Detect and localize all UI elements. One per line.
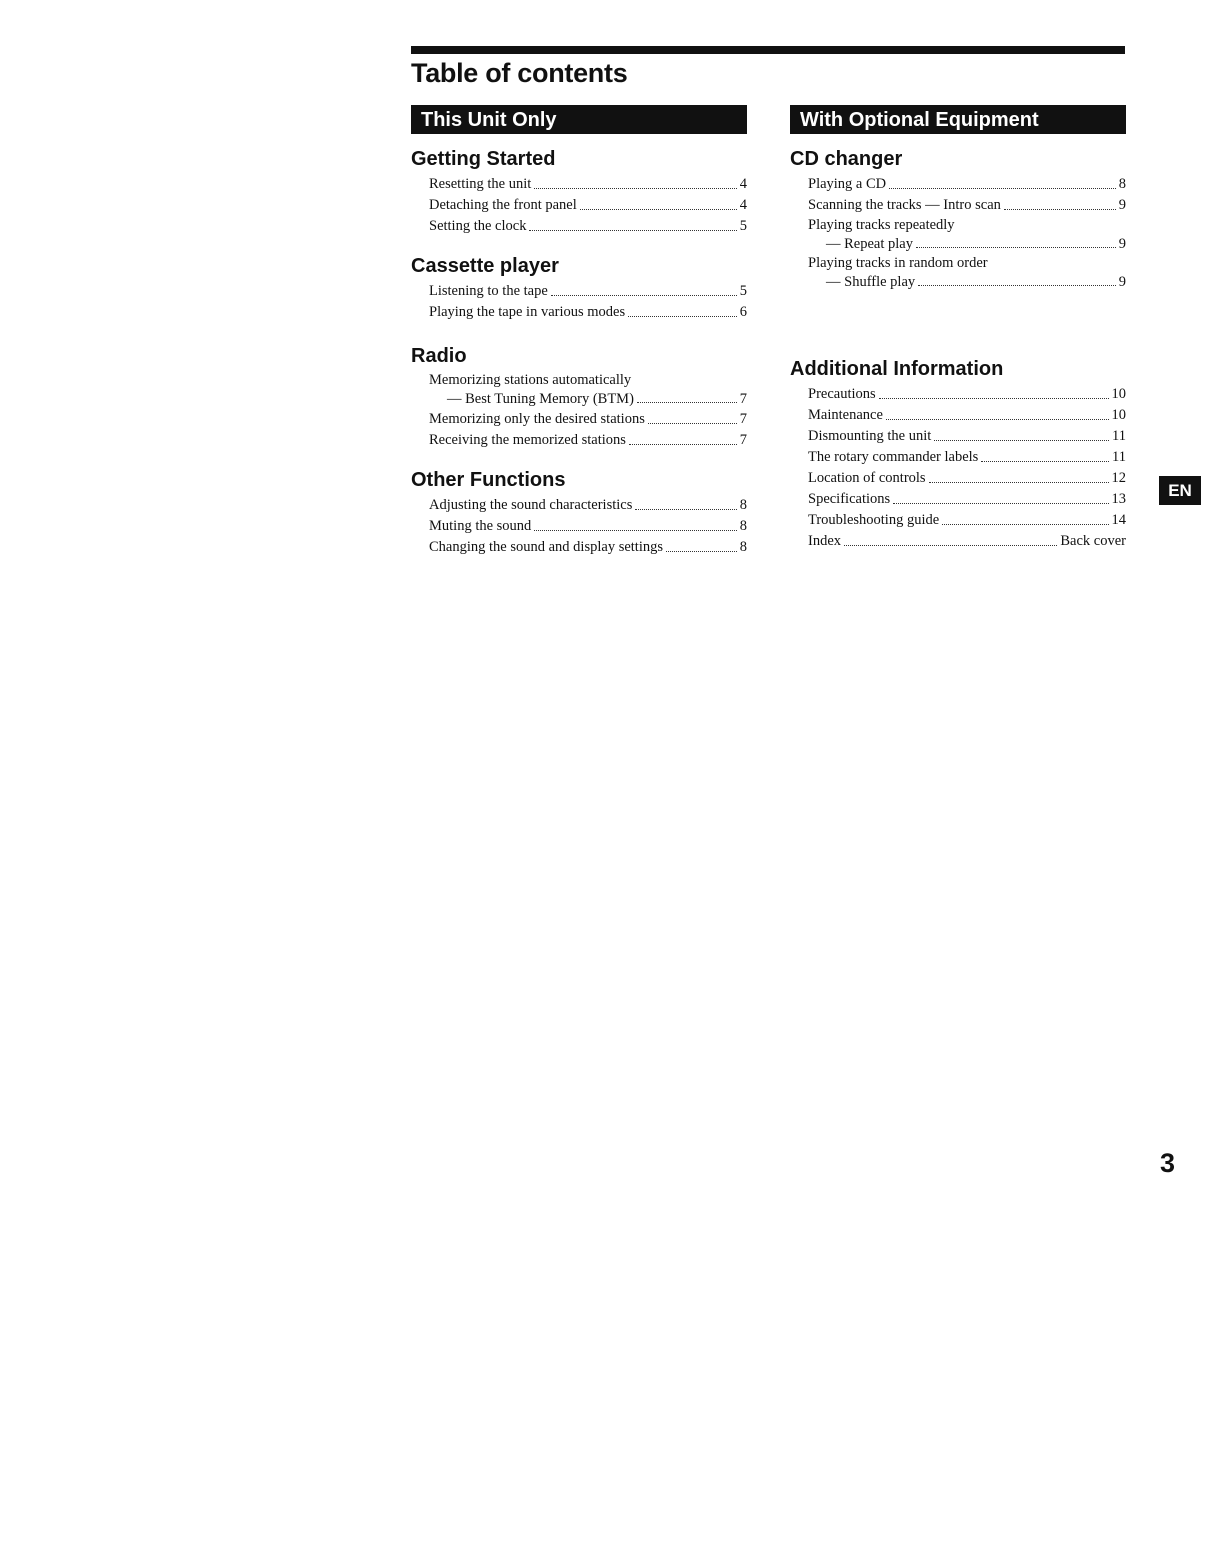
entry-label: Precautions	[808, 386, 876, 402]
leader-dots	[893, 503, 1108, 504]
entry-page: 11	[1112, 428, 1126, 444]
entry-page: 6	[739, 304, 747, 320]
entry-page: 9	[1118, 274, 1126, 290]
leader-dots	[648, 423, 737, 424]
entry-page: 14	[1111, 512, 1126, 528]
toc-entry[interactable]	[790, 489, 1126, 510]
leader-dots	[929, 482, 1109, 483]
entry-page: 7	[739, 432, 747, 448]
section-cd-changer	[790, 144, 1126, 292]
entry-label: Troubleshooting guide	[808, 512, 940, 528]
toc-entry[interactable]	[790, 174, 1126, 195]
toc-entry[interactable]	[411, 409, 747, 430]
section-radio	[411, 341, 747, 451]
entry-page: 7	[739, 391, 747, 407]
leader-dots	[534, 188, 736, 189]
entry-page: 9	[1118, 236, 1126, 252]
leader-dots	[886, 419, 1109, 420]
entry-label: Memorizing only the desired stations	[429, 411, 645, 427]
entry-page: 9	[1118, 197, 1126, 213]
entry-page: 10	[1111, 407, 1126, 423]
entry-page: 8	[739, 497, 747, 513]
entry-page: 8	[739, 539, 747, 555]
entry-label: Maintenance	[808, 407, 883, 423]
entry-page: Back cover	[1060, 533, 1126, 549]
toc-entry[interactable]	[411, 281, 747, 302]
entry-label: Setting the clock	[429, 218, 527, 234]
section-heading: Additional Information	[790, 358, 1004, 380]
header-rule	[411, 46, 1125, 54]
section-heading: Other Functions	[411, 469, 566, 491]
toc-entry[interactable]	[790, 426, 1126, 447]
entry-page: 4	[739, 176, 747, 192]
entry-page: 8	[1118, 176, 1126, 192]
leader-dots	[889, 188, 1116, 189]
toc-entry[interactable]	[790, 510, 1126, 531]
entry-label: Location of controls	[808, 470, 926, 486]
leader-dots	[918, 285, 1116, 286]
entry-label: Resetting the unit	[429, 176, 532, 192]
leader-dots	[916, 247, 1116, 248]
leader-dots	[637, 402, 737, 403]
toc-entry[interactable]	[411, 537, 747, 558]
toc-entry[interactable]	[790, 235, 1126, 254]
toc-entry[interactable]	[411, 390, 747, 409]
toc-entry[interactable]	[790, 447, 1126, 468]
entry-label: Dismounting the unit	[808, 428, 932, 444]
entry-page: 7	[739, 411, 747, 427]
leader-dots	[628, 316, 737, 317]
leader-dots	[529, 230, 736, 231]
toc-entry[interactable]	[411, 174, 747, 195]
entry-label: Listening to the tape	[429, 283, 548, 299]
entry-label: Receiving the memorized stations	[429, 432, 626, 448]
entry-label: Adjusting the sound characteristics	[429, 497, 633, 513]
entry-label: The rotary commander labels	[808, 449, 979, 465]
section-getting-started	[411, 144, 747, 237]
entry-label: Playing the tape in various modes	[429, 304, 626, 320]
entry-sub-label: Memorizing stations automatically	[429, 372, 632, 388]
entry-page: 5	[739, 218, 747, 234]
toc-entry[interactable]	[790, 273, 1126, 292]
leader-dots	[879, 398, 1109, 399]
language-badge: EN	[1159, 476, 1201, 505]
toc-entry[interactable]	[411, 216, 747, 237]
entry-label: Muting the sound	[429, 518, 532, 534]
entry-label: Scanning the tracks — Intro scan	[808, 197, 1001, 213]
entry-label: Changing the sound and display settings	[429, 539, 663, 555]
section-heading: Radio	[411, 345, 467, 367]
leader-dots	[844, 545, 1057, 546]
toc-entry[interactable]	[411, 302, 747, 323]
entry-sub-label: Playing tracks in random order	[808, 255, 988, 271]
leader-dots	[580, 209, 737, 210]
left-banner: This Unit Only	[411, 105, 747, 134]
toc-entry[interactable]	[411, 495, 747, 516]
entry-page: 13	[1111, 491, 1126, 507]
toc-entry[interactable]	[411, 430, 747, 451]
page-number: 3	[1160, 1148, 1176, 1178]
leader-dots	[666, 551, 737, 552]
entry-label: Playing a CD	[808, 176, 887, 192]
entry-page: 4	[739, 197, 747, 213]
section-heading: CD changer	[790, 148, 903, 170]
entry-label: — Repeat play	[826, 236, 913, 252]
entry-label: — Best Tuning Memory (BTM)	[447, 391, 634, 407]
entry-label: Index	[808, 533, 842, 549]
leader-dots	[934, 440, 1109, 441]
entry-sub-label: Playing tracks repeatedly	[808, 217, 955, 233]
entry-page: 8	[739, 518, 747, 534]
entry-label: Detaching the front panel	[429, 197, 577, 213]
leader-dots	[534, 530, 736, 531]
toc-entry[interactable]	[790, 384, 1126, 405]
toc-entry[interactable]	[790, 468, 1126, 489]
leader-dots	[942, 524, 1108, 525]
section-additional-information	[790, 354, 1126, 552]
page-title: Table of contents	[411, 58, 628, 88]
toc-entry[interactable]	[411, 195, 747, 216]
section-heading: Cassette player	[411, 255, 559, 277]
leader-dots	[635, 509, 736, 510]
entry-page: 11	[1112, 449, 1126, 465]
right-column	[790, 105, 1126, 552]
entry-page: 10	[1111, 386, 1126, 402]
leader-dots	[1004, 209, 1116, 210]
right-banner: With Optional Equipment	[790, 105, 1126, 134]
leader-dots	[629, 444, 737, 445]
entry-page: 5	[739, 283, 747, 299]
left-column	[411, 105, 747, 558]
leader-dots	[981, 461, 1109, 462]
toc-entry[interactable]	[790, 195, 1126, 216]
section-heading: Getting Started	[411, 148, 556, 170]
toc-entry[interactable]	[411, 516, 747, 537]
toc-entry[interactable]	[790, 531, 1126, 552]
leader-dots	[551, 295, 737, 296]
section-cassette-player	[411, 251, 747, 323]
entry-page: 12	[1111, 470, 1126, 486]
entry-label: — Shuffle play	[826, 274, 916, 290]
entry-label: Specifications	[808, 491, 891, 507]
toc-entry[interactable]	[790, 405, 1126, 426]
section-other-functions	[411, 465, 747, 558]
